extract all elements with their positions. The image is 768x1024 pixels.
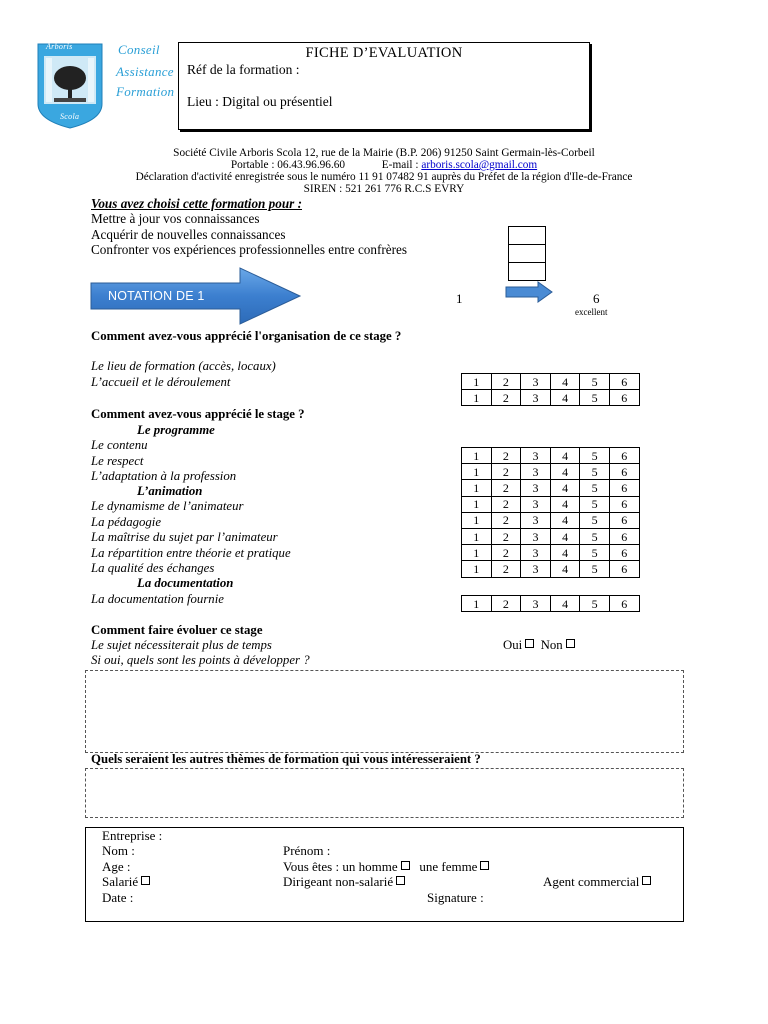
agent-group	[543, 874, 651, 890]
rating-row-respect	[462, 464, 640, 480]
form-title: FICHE D’EVALUATION	[305, 45, 463, 61]
rating-cell[interactable]: 5	[580, 496, 610, 512]
rating-cell[interactable]: 2	[491, 496, 521, 512]
homme-label: Vous êtes : un homme	[283, 859, 398, 874]
rating-cell[interactable]: 1	[462, 390, 492, 406]
rating-row-accueil	[462, 390, 640, 406]
question-organisation: Comment avez-vous apprécié l'organisation de ce stage ?	[91, 329, 402, 343]
item-plus-de-temps: Le sujet nécessiterait plus de temps	[91, 638, 272, 652]
rating-cell[interactable]: 1	[462, 561, 492, 577]
rating-cell[interactable]: 2	[491, 480, 521, 496]
question-stage: Comment avez-vous apprécié le stage ?	[91, 407, 305, 421]
item-accueil: L’accueil et le déroulement	[91, 375, 231, 389]
rating-cell[interactable]: 6	[609, 448, 639, 464]
rating-row-documentation	[462, 596, 640, 612]
contact-line	[0, 159, 768, 172]
rating-cell[interactable]: 6	[609, 561, 639, 577]
intro-checkbox-2[interactable]	[508, 244, 546, 263]
rating-cell[interactable]: 6	[609, 512, 639, 528]
intro-heading: Vous avez choisi cette formation pour :	[91, 196, 303, 211]
rating-cell[interactable]: 5	[580, 390, 610, 406]
rating-cell[interactable]: 5	[580, 448, 610, 464]
rating-cell[interactable]: 4	[550, 528, 580, 544]
rating-cell[interactable]: 4	[550, 464, 580, 480]
rating-cell[interactable]: 6	[609, 496, 639, 512]
address-line: Société Civile Arboris Scola 12, rue de la Mairie (B.P. 206) 91250 Saint Germain-lès-Corbeil	[173, 147, 595, 159]
rating-cell[interactable]: 5	[580, 545, 610, 561]
crest-top-text: Arboris	[46, 42, 73, 51]
rating-cell[interactable]: 5	[580, 374, 610, 390]
oui-label: Oui	[503, 638, 523, 652]
rating-cell[interactable]: 1	[462, 496, 492, 512]
question-evolution: Comment faire évoluer ce stage	[91, 623, 263, 637]
rating-cell[interactable]: 1	[462, 374, 492, 390]
email-link[interactable]: arboris.scola@gmail.com	[421, 159, 538, 171]
rating-cell[interactable]: 6	[609, 464, 639, 480]
rating-cell[interactable]: 4	[550, 374, 580, 390]
rating-cell[interactable]: 1	[462, 596, 492, 612]
rating-cell[interactable]: 3	[521, 390, 551, 406]
themes-field[interactable]	[85, 768, 684, 818]
intro-option-1: Mettre à jour vos connaissances	[91, 211, 260, 226]
item-lieu: Le lieu de formation (accès, locaux)	[91, 359, 276, 373]
rating-cell[interactable]: 5	[580, 464, 610, 480]
intro-checkbox-3[interactable]	[508, 262, 546, 281]
femme-checkbox[interactable]	[480, 861, 489, 870]
date-field[interactable]: Date :	[102, 890, 134, 905]
rating-cell[interactable]: 3	[521, 545, 551, 561]
signature-field[interactable]: Signature :	[427, 890, 484, 905]
formation-location: Lieu : Digital ou présentiel	[187, 94, 333, 109]
rating-cell[interactable]: 4	[550, 596, 580, 612]
item-repartition: La répartition entre théorie et pratique	[91, 546, 291, 560]
rating-cell[interactable]: 3	[521, 512, 551, 528]
rating-cell[interactable]: 6	[609, 545, 639, 561]
rating-cell[interactable]: 6	[609, 596, 639, 612]
rating-cell[interactable]: 2	[491, 448, 521, 464]
rating-cell[interactable]: 4	[550, 512, 580, 528]
item-maitrise: La maîtrise du sujet par l’animateur	[91, 530, 278, 544]
item-contenu: Le contenu	[91, 438, 148, 452]
rating-row-lieu	[462, 374, 640, 390]
header-box	[178, 42, 590, 130]
rating-table-documentation	[461, 595, 640, 612]
intro-option-3: Confronter vos expériences professionnelles entre confrères	[91, 242, 408, 257]
item-points-developper: Si oui, quels sont les points à développer ?	[91, 653, 310, 667]
femme-label: une femme	[419, 859, 478, 874]
entreprise-field[interactable]: Entreprise :	[102, 828, 163, 843]
salarie-checkbox[interactable]	[141, 876, 150, 885]
rating-table-stage	[461, 447, 640, 578]
rating-row-pedagogie	[462, 512, 640, 528]
rating-cell[interactable]: 3	[521, 374, 551, 390]
salarie-group	[102, 874, 150, 890]
homme-checkbox[interactable]	[401, 861, 410, 870]
rating-cell[interactable]: 3	[521, 496, 551, 512]
salarie-label: Salarié	[102, 874, 139, 889]
item-respect: Le respect	[91, 454, 144, 468]
rating-cell[interactable]: 6	[609, 390, 639, 406]
item-documentation: La documentation fournie	[91, 592, 224, 606]
rating-cell[interactable]: 2	[491, 512, 521, 528]
rating-cell[interactable]: 2	[491, 528, 521, 544]
email-label: E-mail :	[381, 159, 419, 171]
rating-cell[interactable]: 1	[462, 545, 492, 561]
rating-cell[interactable]: 4	[550, 496, 580, 512]
subsection-documentation: La documentation	[137, 576, 234, 590]
logo-word-conseil: Conseil	[118, 42, 160, 57]
rating-cell[interactable]: 4	[550, 480, 580, 496]
rating-cell[interactable]: 3	[521, 561, 551, 577]
rating-row-qualite	[462, 561, 640, 577]
declaration-line: Déclaration d'activité enregistrée sous le numéro 11 91 07482 91 auprès du Préfet de la région d'Ile-de-France	[135, 171, 633, 183]
rating-cell[interactable]: 3	[521, 464, 551, 480]
formation-reference: Réf de la formation :	[187, 62, 300, 77]
rating-cell[interactable]: 1	[462, 448, 492, 464]
rating-cell[interactable]: 1	[462, 464, 492, 480]
nom-field[interactable]: Nom :	[102, 843, 135, 858]
subsection-animation: L’animation	[137, 484, 203, 498]
agent-label: Agent commercial	[543, 874, 640, 889]
scale-max-caption: excellent	[575, 307, 608, 317]
scale-min: 1	[456, 291, 463, 306]
crest-bottom-text: Scola	[60, 112, 80, 121]
item-pedagogie: La pédagogie	[91, 515, 162, 529]
rating-cell[interactable]: 4	[550, 448, 580, 464]
item-dynamisme: Le dynamisme de l’animateur	[91, 499, 244, 513]
rating-row-adaptation	[462, 480, 640, 496]
rating-row-maitrise	[462, 528, 640, 544]
rating-cell[interactable]: 6	[609, 480, 639, 496]
small-arrow-icon	[505, 281, 553, 303]
rating-cell[interactable]: 5	[580, 480, 610, 496]
rating-cell[interactable]: 1	[462, 512, 492, 528]
question-themes: Quels seraient les autres thèmes de formation qui vous intéresseraient ?	[91, 752, 481, 766]
scale-max: 6	[593, 291, 600, 306]
rating-row-contenu	[462, 448, 640, 464]
rating-cell[interactable]: 5	[580, 561, 610, 577]
identification-box	[85, 827, 684, 922]
subsection-programme: Le programme	[137, 423, 215, 437]
rating-cell[interactable]: 2	[491, 390, 521, 406]
rating-cell[interactable]: 2	[491, 545, 521, 561]
rating-cell[interactable]: 3	[521, 480, 551, 496]
rating-cell[interactable]: 5	[580, 512, 610, 528]
non-checkbox[interactable]	[566, 639, 575, 648]
rating-cell[interactable]: 2	[491, 561, 521, 577]
rating-cell[interactable]: 3	[521, 528, 551, 544]
rating-cell[interactable]: 2	[491, 596, 521, 612]
sexe-group	[283, 859, 489, 875]
phone: Portable : 06.43.96.96.60	[230, 159, 346, 171]
notation-label: NOTATION DE 1	[108, 289, 205, 303]
rating-cell[interactable]: 2	[491, 374, 521, 390]
rating-cell[interactable]: 3	[521, 596, 551, 612]
logo-word-formation: Formation	[116, 84, 175, 99]
dirigeant-group	[283, 874, 405, 890]
non-label: Non	[540, 638, 563, 652]
rating-cell[interactable]: 1	[462, 528, 492, 544]
item-qualite: La qualité des échanges	[91, 561, 215, 575]
rating-cell[interactable]: 4	[550, 545, 580, 561]
rating-table-organisation	[461, 373, 640, 406]
rating-cell[interactable]: 5	[580, 528, 610, 544]
rating-cell[interactable]: 1	[462, 480, 492, 496]
siren-line: SIREN : 521 261 776 R.C.S EVRY	[303, 183, 465, 195]
rating-cell[interactable]: 2	[491, 464, 521, 480]
logo-word-assistance: Assistance	[116, 64, 174, 79]
item-adaptation: L’adaptation à la profession	[91, 469, 237, 483]
oui-checkbox[interactable]	[525, 639, 534, 648]
dirigeant-label: Dirigeant non-salarié	[283, 874, 394, 889]
intro-option-2: Acquérir de nouvelles connaissances	[91, 227, 286, 242]
oui-non-group	[503, 638, 575, 653]
rating-cell[interactable]: 6	[609, 374, 639, 390]
points-developper-field[interactable]	[85, 670, 684, 753]
rating-row-dynamisme	[462, 496, 640, 512]
rating-cell[interactable]: 4	[550, 390, 580, 406]
prenom-field[interactable]: Prénom :	[283, 843, 331, 858]
rating-cell[interactable]: 3	[521, 448, 551, 464]
logo	[36, 42, 176, 132]
intro-checkbox-1[interactable]	[508, 226, 546, 245]
age-field[interactable]: Age :	[102, 859, 131, 874]
rating-cell[interactable]: 5	[580, 596, 610, 612]
agent-checkbox[interactable]	[642, 876, 651, 885]
rating-row-repartition	[462, 545, 640, 561]
rating-cell[interactable]: 4	[550, 561, 580, 577]
dirigeant-checkbox[interactable]	[396, 876, 405, 885]
rating-cell[interactable]: 6	[609, 528, 639, 544]
